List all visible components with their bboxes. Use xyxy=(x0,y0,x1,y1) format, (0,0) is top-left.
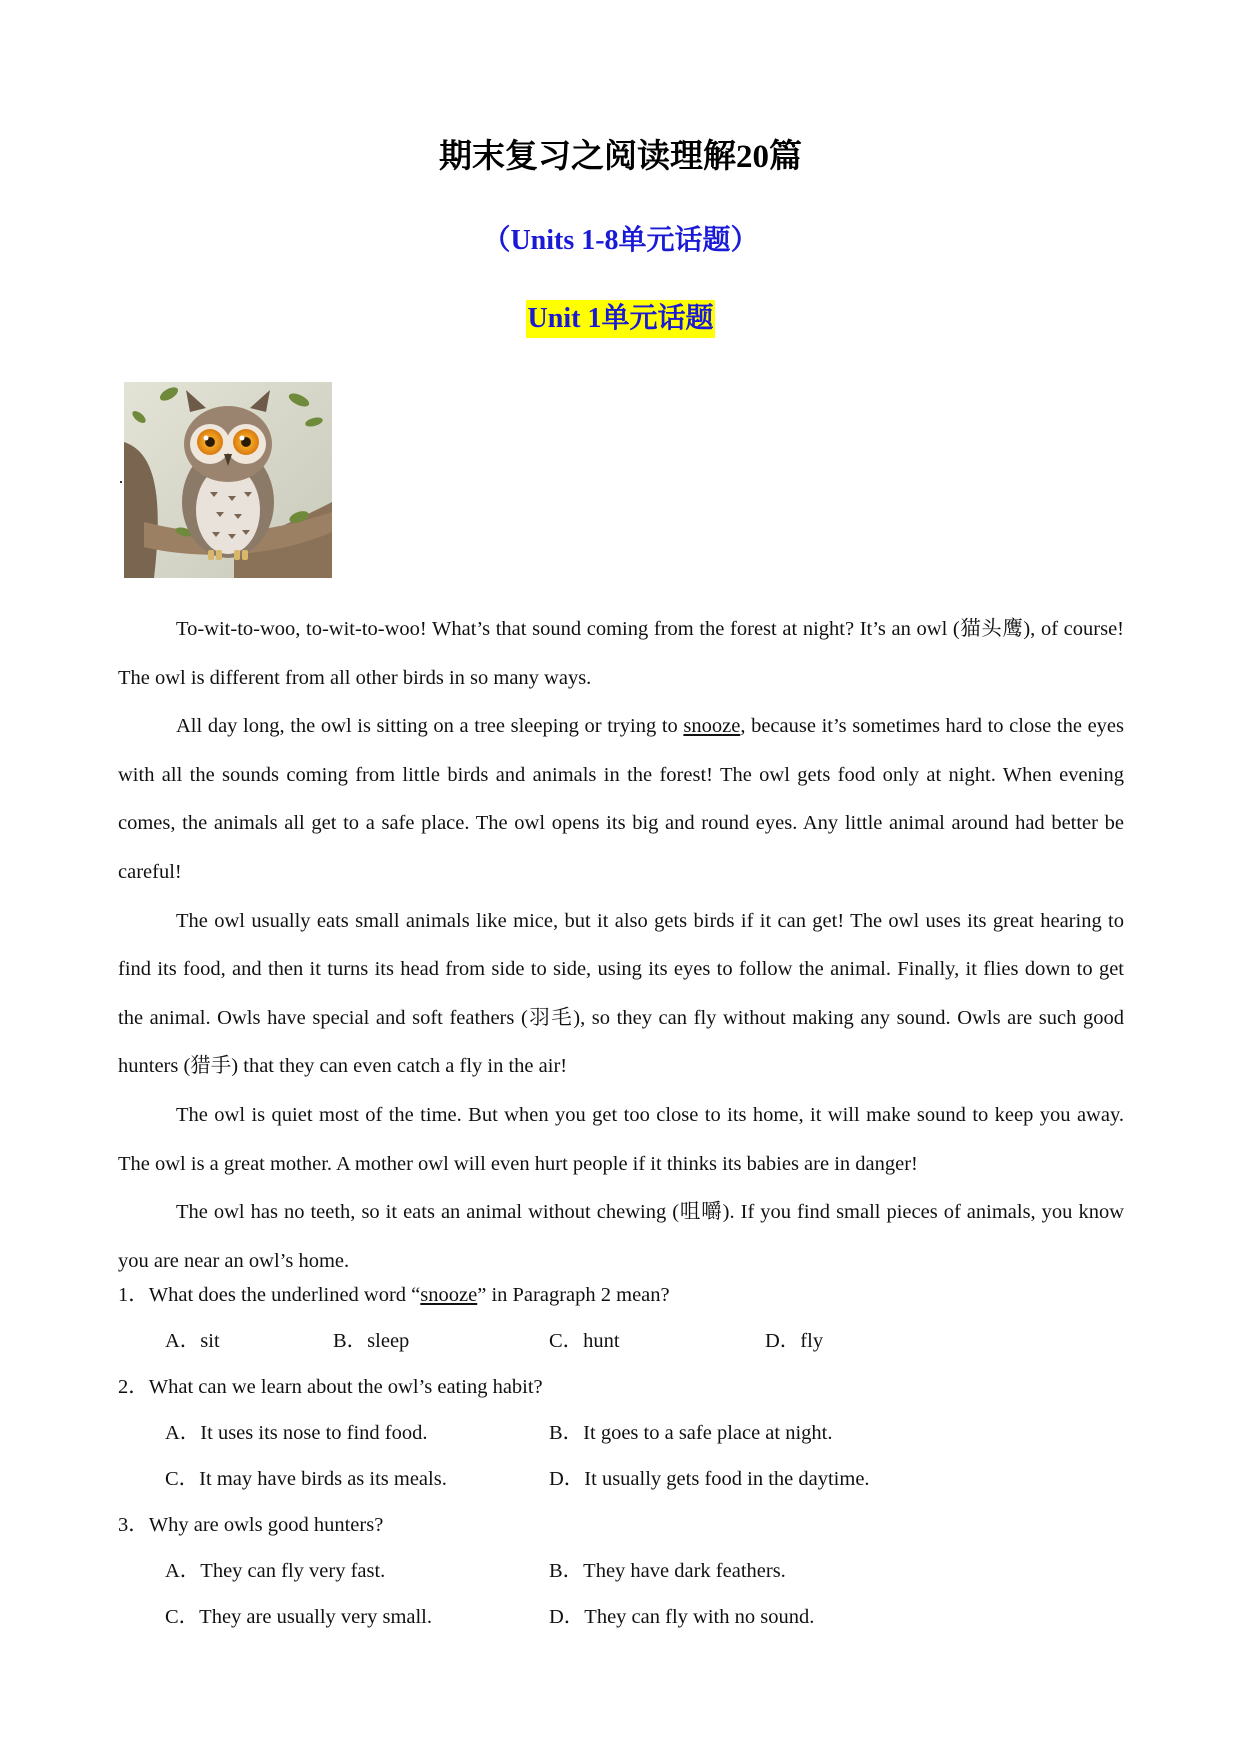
image-marker: · xyxy=(118,472,124,492)
page-subtitle: （Units 1-8单元话题） xyxy=(482,225,759,256)
question-1-stem: 1．What does the underlined word “snooze” in Paragraph 2 mean? xyxy=(118,1284,670,1306)
passage-paragraph-4: The owl is quiet most of the time. But when you get too close to its home, it will make sound to keep you away. The owl is a great mother. A mother owl will even hurt people if it thinks its babies are in danger! xyxy=(118,1103,1124,1175)
option-d: D．It usually gets food in the daytime. xyxy=(549,1468,870,1490)
option-a: A．It uses its nose to find food. xyxy=(165,1422,428,1444)
option-d: D．They can fly with no sound. xyxy=(549,1606,815,1628)
question-3-stem: 3．Why are owls good hunters? xyxy=(118,1514,384,1536)
question-list xyxy=(118,1272,1124,1640)
passage-paragraph-2: All day long, the owl is sitting on a tree sleeping or trying to snooze, because it’s sometimes hard to close the eyes with all the sounds coming from little birds and animals in the forest! The owl gets food only at night. When evening comes, the animals all get to a safe place. The owl opens its big and round eyes. Any little animal around had better be careful! xyxy=(118,715,1124,883)
question-3-options-row-1 xyxy=(118,1548,1124,1594)
passage-paragraph-1: To-wit-to-woo, to-wit-to-woo! What’s that sound coming from the forest at night? It’s an owl (猫头鹰), of course! The owl is different from all other birds in so many ways. xyxy=(118,618,1124,689)
option-a: A．sit xyxy=(165,1330,220,1352)
unit-heading: Unit 1单元话题 xyxy=(526,300,716,338)
option-d: D．fly xyxy=(765,1330,824,1352)
reading-passage xyxy=(118,605,1124,1285)
question-1-options xyxy=(118,1318,1124,1364)
underlined-word: snooze xyxy=(420,1284,478,1306)
option-a: A．They can fly very fast. xyxy=(165,1560,386,1582)
question-2-options-row-2 xyxy=(118,1456,1124,1502)
owl-illustration xyxy=(124,382,332,578)
question-2-options-row-1 xyxy=(118,1410,1124,1456)
question-3-options-row-2 xyxy=(118,1594,1124,1640)
passage-paragraph-3: The owl usually eats small animals like mice, but it also gets birds if it can get! The owl uses its great hearing to find its food, and then it turns its head from side to side, using its eyes to follow the animal. Finally, it flies down to get the animal. Owls have special and soft feathers (羽毛), so they can fly without making any sound. Owls are such good hunters (猎手) that they can even catch a fly in the air! xyxy=(118,909,1124,1078)
passage-paragraph-5: The owl has no teeth, so it eats an animal without chewing (咀嚼). If you find small pieces of animals, you know you are near an owl’s home. xyxy=(118,1201,1124,1272)
option-c: C．They are usually very small. xyxy=(165,1606,433,1628)
unit-heading-wrap xyxy=(0,300,1241,338)
option-c: C．It may have birds as its meals. xyxy=(165,1468,447,1490)
underlined-word: snooze xyxy=(683,715,741,738)
question-2-stem: 2．What can we learn about the owl’s eating habit? xyxy=(118,1376,543,1398)
option-b: B．They have dark feathers. xyxy=(549,1560,786,1582)
option-c: C．hunt xyxy=(549,1330,620,1352)
option-b: B．It goes to a safe place at night. xyxy=(549,1422,833,1444)
option-b: B．sleep xyxy=(333,1330,410,1352)
page-title: 期末复习之阅读理解20篇 xyxy=(439,139,802,175)
